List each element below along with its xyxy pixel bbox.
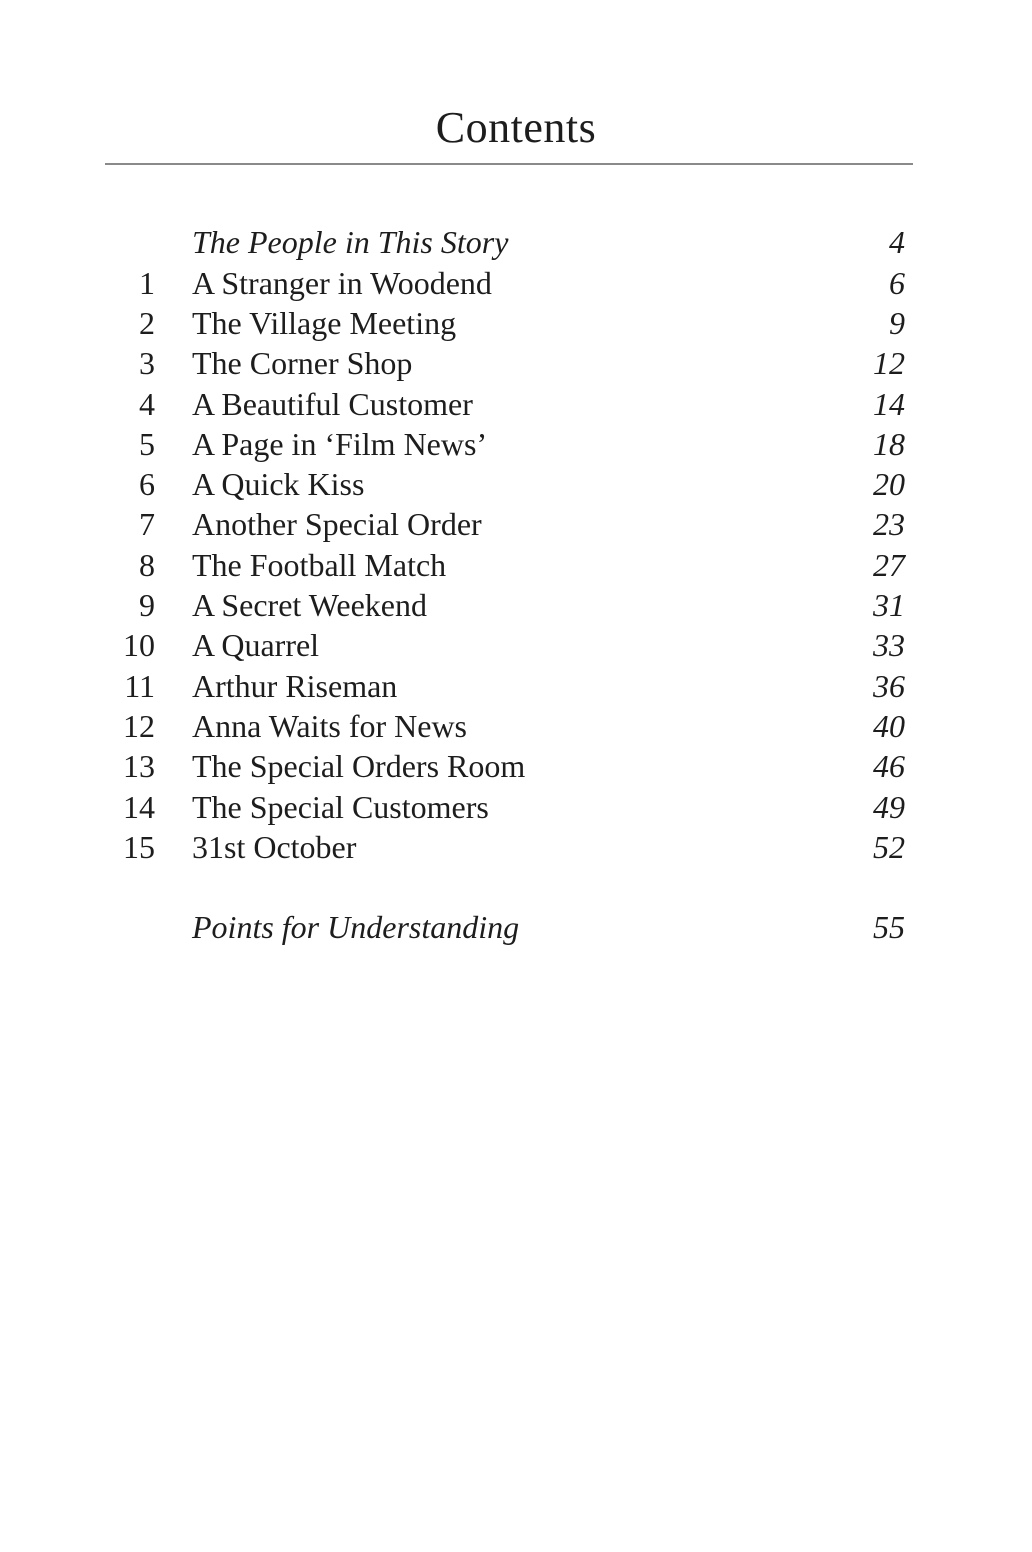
chapter-number: 6 [139,466,155,503]
page-number: 40 [873,707,905,744]
chapter-title: 31st October [192,828,357,865]
chapter-title: The Village Meeting [192,304,457,341]
page-number: 12 [873,345,905,382]
chapter-number: 3 [139,345,155,382]
toc-row [105,827,905,867]
toc-row [105,625,905,665]
toc-row [105,787,905,827]
toc-row [105,666,905,706]
page-number: 6 [889,264,905,301]
chapter-number: 8 [139,546,155,583]
page-number: 18 [873,425,905,462]
page-number: 31 [873,587,905,624]
chapter-title: A Stranger in Woodend [192,264,492,301]
toc-row [105,424,905,464]
toc-row [105,746,905,786]
page-number: 23 [873,506,905,543]
chapter-number: 11 [124,667,155,704]
chapter-title: A Quick Kiss [192,466,365,503]
chapter-number: 10 [123,627,155,664]
page-number: 49 [873,788,905,825]
chapter-number: 15 [123,828,155,865]
toc-row [105,343,905,383]
toc-row [105,504,905,544]
chapter-title: The People in This Story [192,224,509,261]
page-number: 27 [873,546,905,583]
chapter-title: A Secret Weekend [192,587,427,624]
chapter-number: 9 [139,587,155,624]
chapter-title: Anna Waits for News [192,707,467,744]
chapter-number: 1 [139,264,155,301]
toc-row [105,907,905,947]
chapter-number: 2 [139,304,155,341]
page-number: 36 [873,667,905,704]
toc-row [105,706,905,746]
chapter-title: A Beautiful Customer [192,385,473,422]
toc-row [105,384,905,424]
chapter-number: 4 [139,385,155,422]
chapter-title: A Quarrel [192,627,320,664]
toc-row [105,585,905,625]
chapter-title: The Football Match [192,546,447,583]
toc-list [105,222,905,947]
page-number: 9 [889,304,905,341]
chapter-title: The Special Orders Room [192,748,526,785]
chapter-number: 12 [123,707,155,744]
toc-row [105,222,905,262]
chapter-title: The Corner Shop [192,345,413,382]
chapter-number: 5 [139,425,155,462]
page-number: 4 [889,224,905,261]
toc-row [105,464,905,504]
page-number: 14 [873,385,905,422]
toc-row [105,263,905,303]
chapter-title: Another Special Order [192,506,482,543]
chapter-title: Arthur Riseman [192,667,398,704]
page-number: 52 [873,828,905,865]
chapter-number: 14 [123,788,155,825]
chapter-title: A Page in ‘Film News’ [192,425,488,462]
chapter-number: 7 [139,506,155,543]
chapter-title: Points for Understanding [192,909,520,946]
page-title: Contents [435,103,597,152]
chapter-number: 13 [123,748,155,785]
title-rule-divider [105,163,913,165]
page-number: 33 [873,627,905,664]
page-number: 55 [873,909,905,946]
toc-row [105,545,905,585]
page-number: 20 [873,466,905,503]
chapter-title: The Special Customers [192,788,489,825]
toc-row [105,303,905,343]
page-number: 46 [873,748,905,785]
